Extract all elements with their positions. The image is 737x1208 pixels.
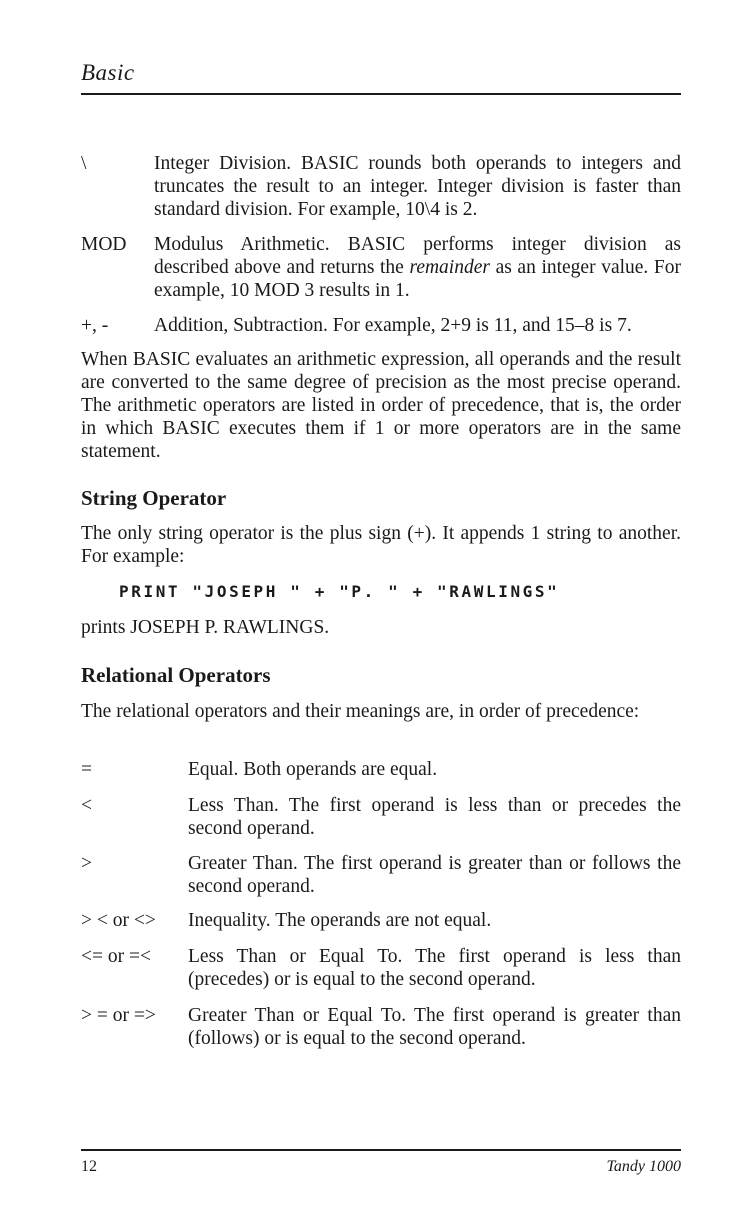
definition-term: MOD [81, 234, 127, 255]
code-result: prints JOSEPH P. RAWLINGS. [81, 617, 330, 638]
footer-book-title: Tandy 1000 [606, 1158, 681, 1175]
relational-text: Inequality. The operands are not equal. [188, 910, 492, 931]
definition-text: Integer Division. BASIC rounds both operands to integers and truncates the result to an integer. Integer division is faster than standard division. For example, 10\4 is 2. [154, 153, 681, 220]
definition-text: Modulus Arithmetic. BASIC performs integer division as described above and returns the remainder as an integer value. For example, 10 MOD 3 results in 1. [154, 234, 681, 301]
relational-term: = [81, 759, 92, 780]
relational-term: <= or =< [81, 946, 151, 967]
definition-text: Addition, Subtraction. For example, 2+9 is 11, and 15–8 is 7. [154, 315, 632, 336]
relational-text: Less Than or Equal To. The first operand is less than (precedes) or is equal to the second operand. [188, 946, 681, 990]
section-heading-relational-operators: Relational Operators [81, 663, 271, 687]
relational-intro: The relational operators and their meanings are, in order of precedence: [81, 701, 640, 722]
code-example: PRINT "JOSEPH " + "P. " + "RAWLINGS" [119, 582, 560, 601]
relational-text: Less Than. The first operand is less than or precedes the second operand. [188, 795, 681, 839]
relational-text: Greater Than or Equal To. The first operand is greater than (follows) or is equal to the second operand. [188, 1005, 681, 1049]
relational-term: > [81, 853, 92, 874]
relational-text: Equal. Both operands are equal. [188, 759, 438, 780]
string-intro: The only string operator is the plus sign (+). It appends 1 string to another. For example: [81, 523, 681, 567]
relational-term: > < or <> [81, 910, 156, 931]
footer-rule [81, 1149, 681, 1151]
emphasis: remainder [409, 257, 490, 278]
definition-term: \ [81, 153, 87, 174]
running-title: Basic [81, 60, 135, 85]
relational-term: < [81, 795, 92, 816]
precision-paragraph: When BASIC evaluates an arithmetic expression, all operands and the result are converted to the same degree of precision as the most precise operand. The arithmetic operators are listed in order of precedence, that is, the order in which BASIC executes them if 1 or more operators are in the same statement. [81, 349, 681, 462]
definition-term: +, - [81, 315, 109, 336]
relational-text: Greater Than. The first operand is greater than or follows the second operand. [188, 853, 681, 897]
document-page [81, 0, 681, 1208]
relational-term: > = or => [81, 1005, 156, 1026]
header-rule [81, 93, 681, 95]
section-heading-string-operator: String Operator [81, 486, 227, 510]
page-number: 12 [81, 1158, 97, 1175]
